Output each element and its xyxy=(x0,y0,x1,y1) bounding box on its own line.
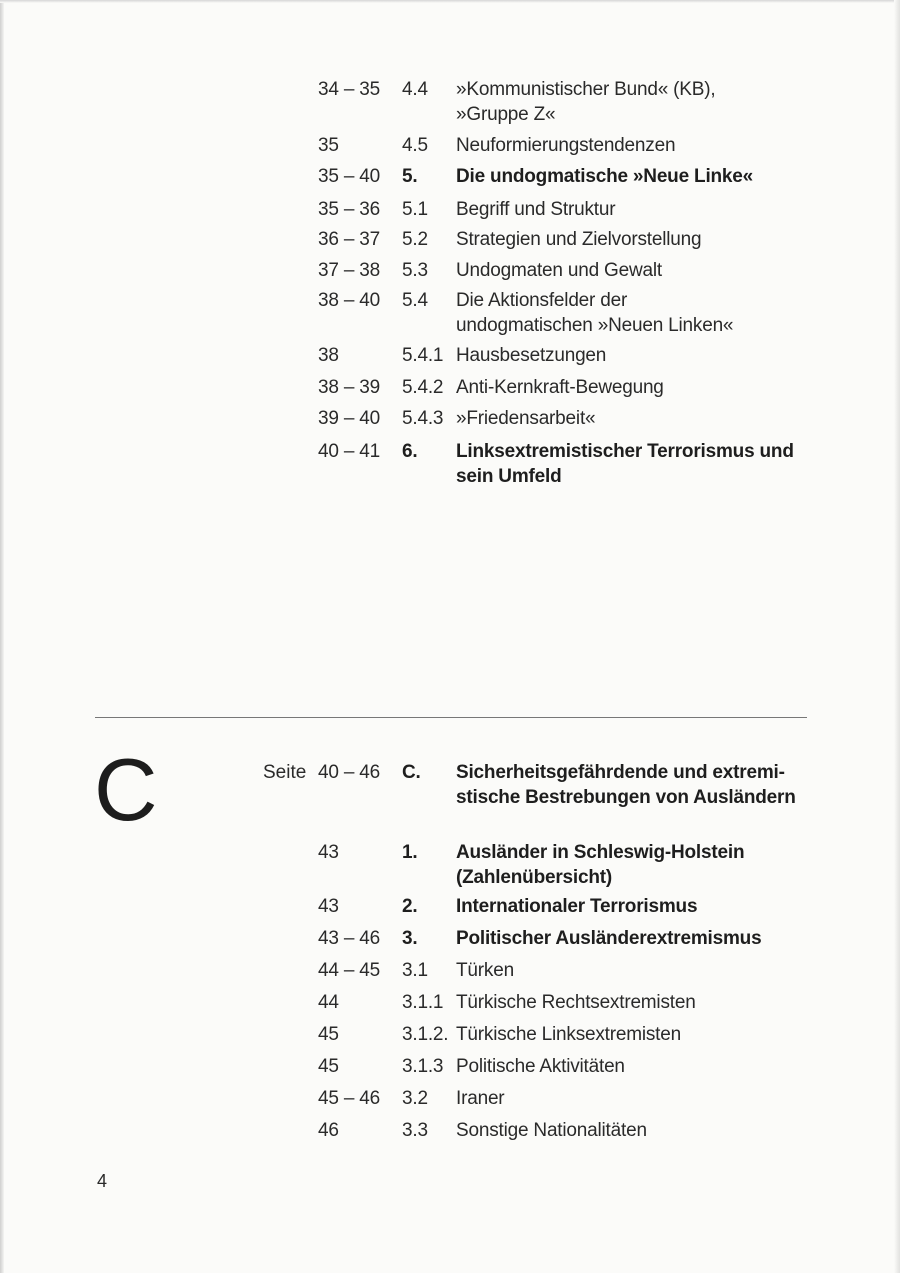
toc-entry-number: 5.4 xyxy=(402,290,428,311)
toc-entry-pages: 35 – 36 xyxy=(318,199,380,220)
toc-entry-title-line: (Zahlenübersicht) xyxy=(456,867,613,888)
toc-entry-title-line: Internationaler Terrorismus xyxy=(456,896,698,917)
toc-entry-title-line: Neuformierungstendenzen xyxy=(456,135,676,156)
toc-entry-pages: 39 – 40 xyxy=(318,408,380,429)
section-letter: C xyxy=(94,740,158,839)
toc-entry-title-line: Hausbesetzungen xyxy=(456,345,607,366)
toc-entry-pages: 40 – 41 xyxy=(318,441,380,462)
toc-entry-title-line: Ausländer in Schleswig-Holstein xyxy=(456,842,745,863)
toc-entry-title xyxy=(456,1054,816,1079)
toc-entry-title xyxy=(456,760,816,810)
toc-entry-title xyxy=(456,406,816,431)
toc-entry-title xyxy=(456,375,816,400)
toc-entry-number: 1. xyxy=(402,842,418,863)
toc-entry-title-line: Türkische Rechtsextremisten xyxy=(456,992,696,1013)
toc-entry-title xyxy=(456,1086,816,1111)
toc-entry-pages: 46 xyxy=(318,1120,339,1141)
toc-entry-number: 3.1.3 xyxy=(402,1056,444,1077)
toc-entry-pages: 36 – 37 xyxy=(318,229,380,250)
toc-entry-pages: 45 xyxy=(318,1024,339,1045)
toc-entry-title-line: Die undogmatische »Neue Linke« xyxy=(456,166,754,187)
toc-entry-title-line: stische Bestrebungen von Ausländern xyxy=(456,787,796,808)
toc-entry-title-line: undogmatischen »Neuen Linken« xyxy=(456,315,734,336)
toc-entry-title-line: Begriff und Struktur xyxy=(456,199,616,220)
toc-entry-title xyxy=(456,439,816,489)
toc-entry-number: 2. xyxy=(402,896,418,917)
scan-edge-left xyxy=(0,0,4,1273)
toc-entry-number: 5.1 xyxy=(402,199,428,220)
toc-entry-pages: 38 xyxy=(318,345,339,366)
toc-entry-title-line: Strategien und Zielvorstellung xyxy=(456,229,702,250)
toc-entry-number: 3.2 xyxy=(402,1088,428,1109)
toc-entry-pages: 43 xyxy=(318,842,339,863)
toc-entry-title-line: Politischer Ausländerextremismus xyxy=(456,928,762,949)
toc-entry-number: 3.1.1 xyxy=(402,992,444,1013)
toc-entry-pages: 45 – 46 xyxy=(318,1088,380,1109)
toc-entry-number: 4.4 xyxy=(402,79,428,100)
toc-entry-pages: 35 xyxy=(318,135,339,156)
toc-entry-title-line: »Friedensarbeit« xyxy=(456,408,596,429)
toc-entry-number: 3.1.2. xyxy=(402,1024,449,1045)
toc-entry-pages: 44 – 45 xyxy=(318,960,380,981)
toc-entry-title xyxy=(456,958,816,983)
toc-entry-title-line: Die Aktionsfelder der xyxy=(456,290,628,311)
toc-entry-pages: 45 xyxy=(318,1056,339,1077)
toc-entry-title-line: Türken xyxy=(456,960,514,981)
toc-entry-title xyxy=(456,894,816,919)
toc-entry-title-line: Anti-Kernkraft-Bewegung xyxy=(456,377,664,398)
toc-entry-pages: 35 – 40 xyxy=(318,166,380,187)
toc-entry-number: 5.4.3 xyxy=(402,408,444,429)
toc-entry-title xyxy=(456,926,816,951)
toc-entry-number: 3.3 xyxy=(402,1120,428,1141)
toc-entry-pages: 40 – 46 xyxy=(318,762,380,783)
toc-entry-title xyxy=(456,164,816,189)
scan-edge-right xyxy=(894,0,900,1273)
scan-edge-top xyxy=(0,0,900,3)
toc-entry-pages: 43 – 46 xyxy=(318,928,380,949)
toc-entry-number: 4.5 xyxy=(402,135,428,156)
toc-entry-title-line: Sonstige Nationalitäten xyxy=(456,1120,647,1141)
toc-entry-number: 5.4.2 xyxy=(402,377,444,398)
toc-entry-title xyxy=(456,1022,816,1047)
seite-label: Seite xyxy=(263,762,307,783)
toc-entry-title xyxy=(456,343,816,368)
toc-entry-title xyxy=(456,258,816,283)
toc-entry-title xyxy=(456,840,816,890)
toc-entry-title xyxy=(456,77,816,127)
toc-entry-title-line: Iraner xyxy=(456,1088,505,1109)
toc-entry-title xyxy=(456,990,816,1015)
toc-entry-pages: 37 – 38 xyxy=(318,260,380,281)
toc-entry-number: 5.2 xyxy=(402,229,428,250)
toc-entry-number: 3.1 xyxy=(402,960,428,981)
toc-entry-pages: 38 – 39 xyxy=(318,377,380,398)
toc-entry-pages: 34 – 35 xyxy=(318,79,380,100)
toc-entry-title-line: sein Umfeld xyxy=(456,466,562,487)
toc-entry-title-line: Sicherheitsgefährdende und extremi- xyxy=(456,762,785,783)
toc-entry-title-line: »Kommunistischer Bund« (KB), xyxy=(456,79,716,100)
toc-entry-title xyxy=(456,288,816,338)
toc-entry-pages: 38 – 40 xyxy=(318,290,380,311)
toc-entry-title-line: »Gruppe Z« xyxy=(456,104,556,125)
toc-entry-number: 5. xyxy=(402,166,418,187)
toc-entry-number: 6. xyxy=(402,441,418,462)
toc-entry-title xyxy=(456,1118,816,1143)
toc-entry-title xyxy=(456,197,816,222)
page-number: 4 xyxy=(97,1171,108,1191)
toc-entry-title-line: Undogmaten und Gewalt xyxy=(456,260,662,281)
toc-entry-pages: 44 xyxy=(318,992,339,1013)
toc-entry-pages: 43 xyxy=(318,896,339,917)
toc-entry-number: 5.4.1 xyxy=(402,345,444,366)
toc-entry-number: 3. xyxy=(402,928,418,949)
toc-entry-title-line: Politische Aktivitäten xyxy=(456,1056,625,1077)
toc-entry-title-line: Linksextremistischer Terrorismus und xyxy=(456,441,794,462)
toc-entry-title xyxy=(456,133,816,158)
section-divider xyxy=(95,717,807,718)
toc-entry-number: 5.3 xyxy=(402,260,428,281)
toc-entry-number: C. xyxy=(402,762,421,783)
toc-entry-title xyxy=(456,227,816,252)
toc-entry-title-line: Türkische Linksextremisten xyxy=(456,1024,681,1045)
